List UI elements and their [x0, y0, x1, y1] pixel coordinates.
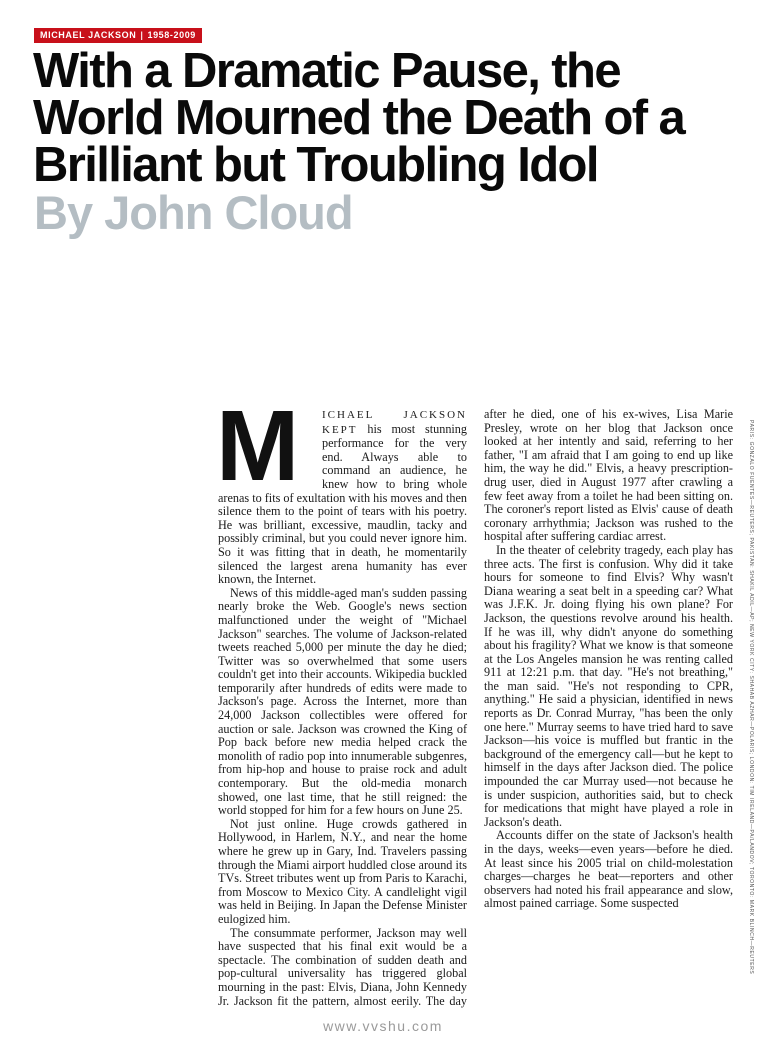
- section-separator: |: [140, 30, 144, 40]
- section-years: 1958-2009: [147, 30, 196, 40]
- article-paragraph: Not just online. Huge crowds gathered in Hollywood, in Harlem, N.Y., and near the home where he grew up in Gary, Ind. Travelers passing through the Miami airport huddled close around its TVs. Street tributes went up from Paris to Karachi, from Moscow to Mexico City. A candlelight vigil was held in Beijing. In Japan the Defense Minister eulogized him.: [218, 816, 467, 926]
- drop-cap: M: [216, 390, 300, 502]
- article-body: [216, 390, 733, 1018]
- article-paragraph: Accounts differ on the state of Jackson's health in the days, weeks—even years—before he died. At least since his 2005 trial on child-molestation charges—charges he beat—reporters and other observers had noted his frail appearance and slow, almost pained carriage. Some suspected: [484, 828, 733, 911]
- headline: With a Dramatic Pause, the World Mourned the Death of a Brilliant but Troubling Idol: [33, 44, 685, 192]
- article-paragraph: The consummate performer, Jackson may well have suspected that his final exit would be a spectacle. The combination of sudden death and pop-cultural universality has triggered global mourning in the past: Elvis, Diana, John Kennedy Jr. Jackson fit the pattern, almost eerily. The day after he died, one of his ex-wives, Lisa Marie Presley, wrote on her blog that Jackson once looked at her intently and said, referring to her father, "I am afraid that I am going to end up like him, the way he did." Elvis, a heavy prescription-drug user, died in August 1977 after crawling a few feet away from a toilet he had been sitting on. The coroner's report listed as Elvis' cause of death coronary arrhythmia; Jackson was rushed to the hospital after suffering cardiac arrest.: [218, 407, 733, 1008]
- lead-text: his most stunning performance for the very end. Always able to command an audience, he knew how to bring whole arenas to fits of exultation with his moves and then silence them to the point of tears with his poetry. He was brilliant, excessive, maudlin, tacky and possibly criminal, but you could never ignore him. So it was fitting that in death, he momentarily silenced the largest arena humanity has ever known, the Internet.: [218, 421, 467, 587]
- photo-credit-text: PARIS: GONZALO FUENTES—REUTERS; PAKISTAN: SHAKIL ADIL—AP; NEW YORK CITY: SHAHAB AZHAR—POLARIS; LONDON: TIM IRELAND—PA/LANDOV; TORONTO: MARK BLINCH—REUTERS: [748, 420, 754, 975]
- section-tag: [34, 28, 202, 43]
- lead-paragraph: [216, 390, 467, 587]
- lead-caps: ICHAEL JACKSON KEPT: [322, 409, 467, 436]
- byline: By John Cloud: [34, 186, 353, 239]
- photo-credit: [746, 420, 753, 1020]
- section-name: MICHAEL JACKSON: [40, 30, 137, 40]
- article-paragraph: News of this middle-aged man's sudden passing nearly broke the Web. Google's news section malfunctioned under the weight of "Michael Jackson" searches. The volume of Jackson-related tweets reached 5,000 per minute the day he died; Twitter was so overwhelmed that some users couldn't get into their accounts. Wikipedia buckled temporarily after hundreds of edits were made to Jackson's page. Across the Internet, more than 24,000 Jackson collectibles were offered for auction or sale. Jackson was crowned the King of Pop back before new media helped crack the monolith of radio pop into innumerable subgenres, from hip-hop and house to praise rock and adult contemporary. But the old-media monarch showed, one last time, that he still reigned: the world stopped for him for a few hours on June 25.: [218, 585, 467, 818]
- article-paragraph: In the theater of celebrity tragedy, each play has three acts. The first is confusion. Why did it take hours for someone to find Elvis? Why wasn't Diana wearing a seat belt in a speeding car? What was J.F.K. Jr. doing flying his own plane? For Jackson, the questions revolve around his health. If he was ill, why didn't anyone do something about his fragility? What we know is that someone at the Los Angeles mansion he was renting called 911 at 12:21 p.m. that day. "He's not breathing," the man said. "He's not responding to CPR, anything." He said a physician, identified in news reports as Dr. Conrad Murray, "has been the only one here." Murray seems to have tried hard to save Jackson—his voice is muffled but frantic in the background of the emergency call—but he kept to himself in the days after Jackson died. The police impounded the car Murray used—not because he is under suspicion, authorities said, but to check for medications that might have played a role in Jackson's death.: [484, 542, 733, 829]
- watermark: www.vvshu.com: [323, 1018, 443, 1034]
